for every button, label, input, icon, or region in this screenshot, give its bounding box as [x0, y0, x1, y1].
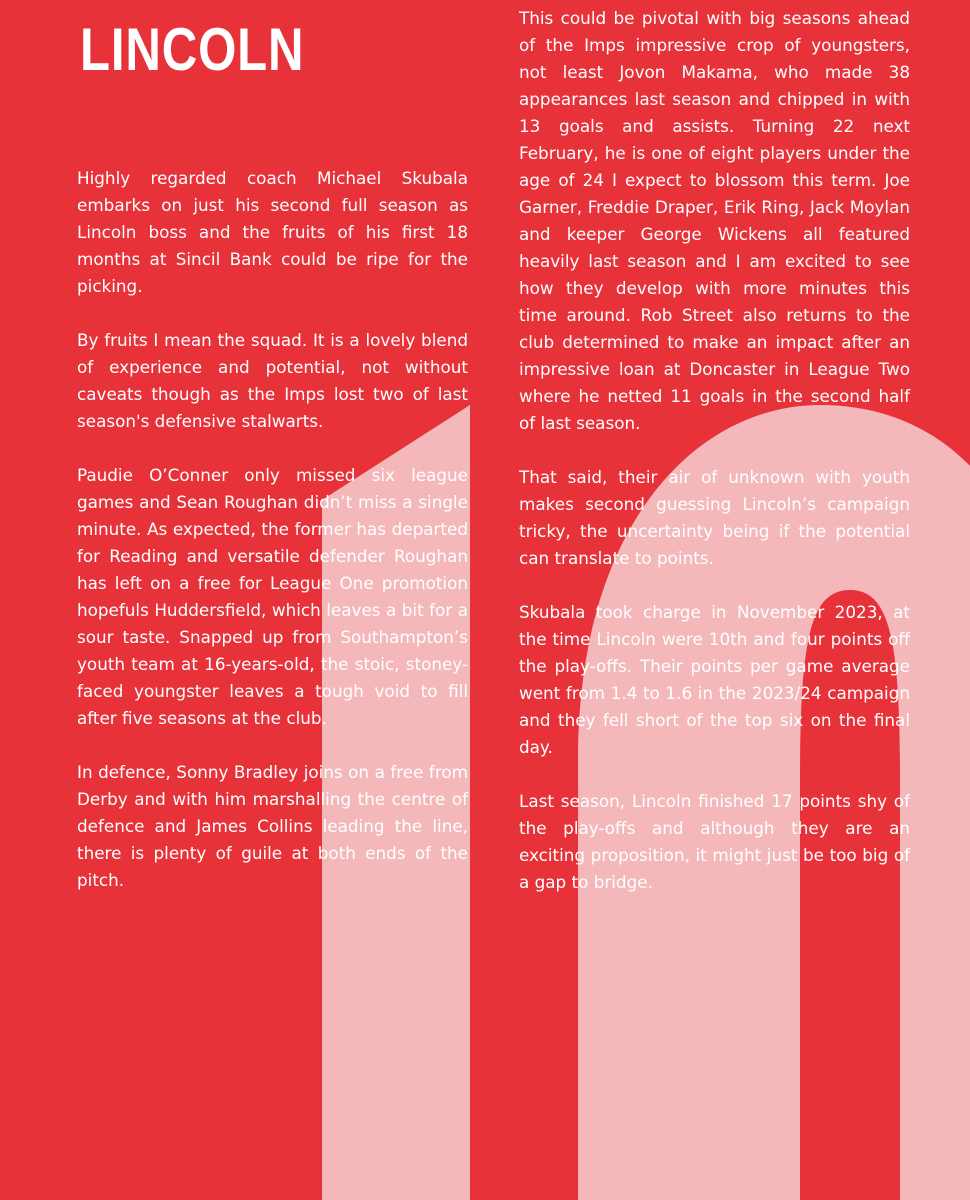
left-paragraph-2: By fruits I mean the squad. It is a lovely blend of experience and potential, not without caveats though as the Imps lost two of last season's defensive stalwarts.	[77, 330, 468, 431]
left-column	[77, 165, 468, 921]
right-paragraph-2: That said, their air of unknown with youth makes second guessing Lincoln’s campaign tricky, the uncertainty being if the potential can translate to points.	[519, 467, 910, 568]
right-column	[519, 5, 910, 923]
right-paragraph-4: Last season, Lincoln finished 17 points shy of the play-offs and although they are an exciting proposition, it might just be too big of a gap to bridge.	[519, 791, 910, 892]
right-paragraph-1: This could be pivotal with big seasons ahead of the Imps impressive crop of youngsters, not least Jovon Makama, who made 38 appearances last season and chipped in with 13 goals and assists. Turning 22 next February, he is one of eight players under the age of 24 I expect to blossom this term. Joe Garner, Freddie Draper, Erik Ring, Jack Moylan and keeper George Wickens all featured heavily last season and I am excited to see how they develop with more minutes this time around. Rob Street also returns to the club determined to make an impact after an impressive loan at Doncaster in League Two where he netted 11 goals in the second half of last season.	[519, 8, 910, 433]
left-paragraph-4: In defence, Sonny Bradley joins on a free from Derby and with him marshalling the centre of defence and James Collins leading the line, there is plenty of guile at both ends of the pitch.	[77, 762, 468, 890]
left-paragraph-3: Paudie O’Conner only missed six league games and Sean Roughan didn’t miss a single minute. As expected, the former has departed for Reading and versatile defender Roughan has left on a free for League One promotion hopefuls Huddersfield, which leaves a bit for a sour taste. Snapped up from Southampton’s youth team at 16-years-old, the stoic, stoney-faced youngster leaves a tough void to fill after five seasons at the club.	[77, 465, 468, 728]
page-title: LINCOLN	[80, 16, 305, 83]
right-paragraph-3: Skubala took charge in November 2023, at the time Lincoln were 10th and four points off the play-offs. Their points per game average went from 1.4 to 1.6 in the 2023/24 campaign and they fell short of the top six on the final day.	[519, 602, 910, 757]
left-paragraph-1: Highly regarded coach Michael Skubala embarks on just his second full season as Lincoln boss and the fruits of his first 18 months at Sincil Bank could be ripe for the picking.	[77, 168, 468, 296]
